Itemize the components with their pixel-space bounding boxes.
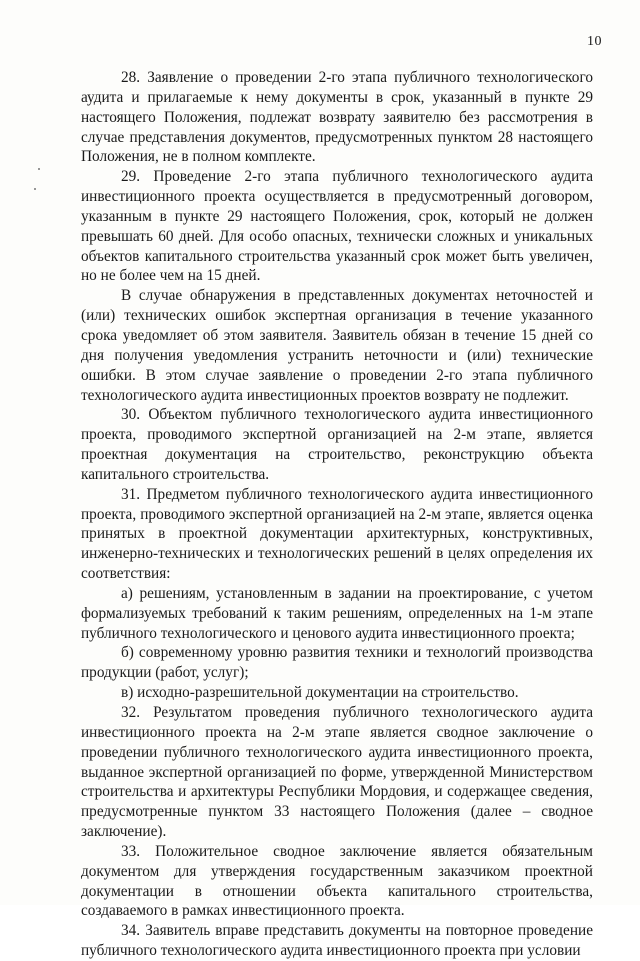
paragraph-34: 34. Заявитель вправе представить документы на повторное проведение публичного технологического аудита инвестиционного проекта при условии: [81, 922, 593, 960]
paragraph-29-continuation: В случае обнаружения в представленных документах неточностей и (или) технических ошибок экспертная организация в течение указанного срока уведомляет об этом заявителя. Заявитель обязан в течение 15 дней со дня получения уведомления устранить неточности и (или) технические ошибки. В этом случае заявление о проведении 2-го этапа публичного технологического аудита инвестиционных проектов возврату не подлежит.: [81, 287, 593, 404]
document-body: [81, 68, 593, 961]
paragraph-31: 31. Предметом публичного технологического аудита инвестиционного проекта, проводимого экспертной организацией на 2-м этапе, является оценка принятых в проектной документации архитектурных, конструктивных, инженерно-технических и технологических решений в целях определения их соответствия:: [81, 485, 593, 583]
paragraph-28: 28. Заявление о проведении 2-го этапа публичного технологического аудита и прилагаемые к нему документы в срок, указанный в пункте 29 настоящего Положения, подлежат возврату заявителю без рассмотрения в случае представления документов, предусмотренных пунктом 28 настоящего Положения, не в полном комплекте.: [81, 69, 593, 166]
paragraph-32: 32. Результатом проведения публичного технологического аудита инвестиционного проекта на 2-м этапе является сводное заключение о проведении публичного технологического аудита инвестиционного проекта, выданное экспертной организацией по форме, утвержденной Министерством строительства и архитектуры Республики Мордовия, и содержащее сведения, предусмотренные пунктом 33 настоящего Положения (далее – сводное заключение).: [81, 704, 593, 841]
scan-speck: [34, 188, 36, 190]
paragraph-31-item-c: в) исходно-разрешительной документации на строительство.: [121, 684, 519, 702]
paragraph-31-item-b: б) современному уровню развития техники и технологий производства продукции (работ, услуг);: [81, 644, 593, 682]
scan-speck: [38, 168, 40, 170]
paragraph-29: 29. Проведение 2-го этапа публичного технологического аудита инвестиционного проекта осуществляется в предусмотренный договором, указанным в пункте 29 настоящего Положения, срок, который не должен превышать 60 дней. Для особо опасных, технически сложных и уникальных объектов капитального строительства указанный срок может быть увеличен, но не более чем на 15 дней.: [81, 168, 593, 285]
paragraph-30: 30. Объектом публичного технологического аудита инвестиционного проекта, проводимого экспертной организацией на 2-м этапе, является проектная документация на строительство, реконструкцию объекта капитального строительства.: [81, 406, 593, 483]
paragraph-33: 33. Положительное сводное заключение является обязательным документом для утверждения государственным заказчиком проектной документации в отношении объекта капитального строительства, создаваемого в рамках инвестиционного проекта.: [81, 842, 593, 920]
page-number: 10: [587, 34, 602, 49]
paragraph-31-item-a: а) решениям, установленным в задании на проектирование, с учетом формализуемых требований к таким решениям, определенных на 1-м этапе публичного технологического и ценового аудита инвестиционного проекта;: [81, 584, 593, 642]
